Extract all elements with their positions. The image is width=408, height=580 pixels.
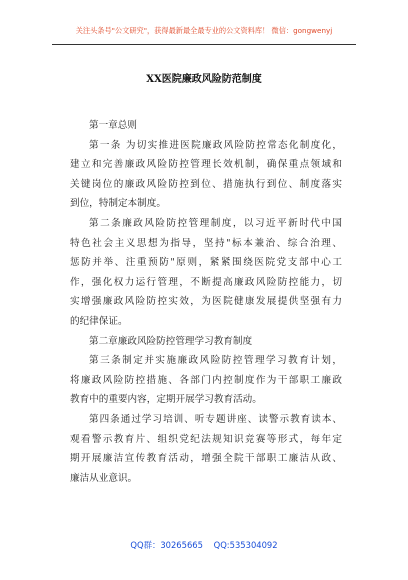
body-text-line: 关键岗位的廉政风险防控到位、措施执行到位、制度落实: [70, 178, 342, 190]
body-text-line: 廉洁从业意识。: [70, 472, 138, 484]
body-text-line: 第四条通过学习培训、听专题讲座、读警示教育读本、: [89, 413, 342, 425]
body-text-line: 实增强廉政风险防控实效，为医院健康发展提供坚强有力: [70, 296, 342, 308]
body-text-line: 到位，特制定本制度。: [70, 198, 166, 210]
body-text-line: 建立和完善廉政风险防控管理长效机制，确保重点领域和: [70, 159, 342, 171]
header-divider: [52, 44, 356, 45]
body-text-line: 特色社会主义思想为指导，坚持"标本兼治、综合治理、: [70, 237, 342, 249]
body-text-line: 观看警示教育片、组织党纪法规知识竞赛等形式，每年定: [70, 433, 342, 445]
document-title: XX医院廉政风险防范制度: [146, 74, 262, 85]
document-body: [70, 116, 342, 488]
body-text-line: 第一条 为切实推进医院廉政风险防控常态化制度化，: [89, 139, 342, 151]
footer-contact: [0, 539, 408, 551]
footer-qq-group: QQ群：30265665: [130, 540, 203, 550]
body-text-line: 的纪律保证。: [70, 315, 128, 327]
header-note: 关注头条号"公文研究"，获得最新最全最专业的公文资料库！ 微信：gongwenyj: [75, 26, 333, 35]
body-text-line: 第三条制定并实施廉政风险防控管理学习教育计划，: [89, 355, 342, 367]
footer-qq: QQ:535304092: [213, 540, 278, 550]
chapter-heading: 第二章廉政风险防控管理学习教育制度: [89, 335, 253, 347]
body-text-line: 期开展廉洁宣传教育活动，增强全院干部职工廉洁从政、: [70, 453, 342, 465]
chapter-heading: 第一章总则: [89, 120, 137, 131]
body-text-line: 第二条廉政风险防控管理制度，以习近平新时代中国: [89, 217, 342, 229]
body-text-line: 作，强化权力运行管理，不断提高廉政风险防控能力，切: [70, 276, 342, 288]
body-text-line: 教育中的重要内容，定期开展学习教育活动。: [70, 394, 262, 406]
body-text-line: 将廉政风险防控措施、各部门内控制度作为干部职工廉政: [70, 374, 342, 386]
body-text-line: 惩防并举、注重预防"原则，紧紧围绕医院党支部中心工: [70, 257, 342, 269]
